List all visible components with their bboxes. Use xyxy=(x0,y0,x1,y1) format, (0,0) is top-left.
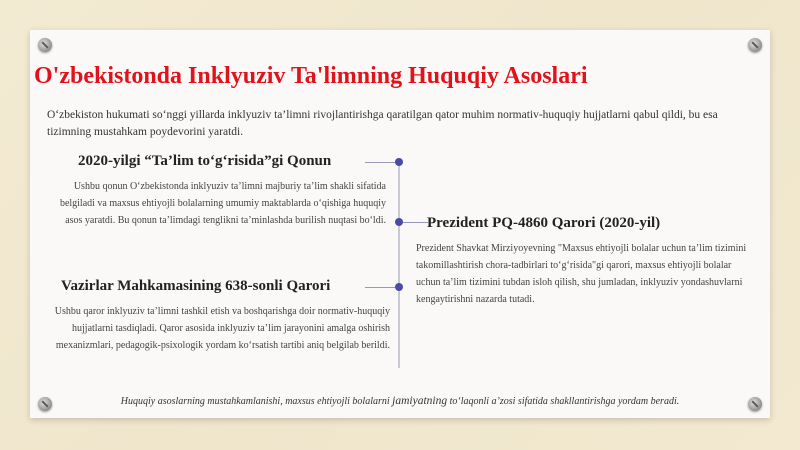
timeline-line xyxy=(398,160,400,368)
law-heading-pq-4860: Prezident PQ-4860 Qarori (2020-yil) xyxy=(427,215,661,231)
timeline-dot-1 xyxy=(395,158,403,166)
law-text-cabinet-638: Ushbu qaror inklyuziv ta’limni tashkil etish va boshqarishga doir normativ-huquqiy hujjatlarni tasdiqladi. Qaror asosida inklyuziv ta’lim jarayonini amalga oshirish mexanizmlari, pedagogik-psixologik yordam ko‘rsatish tartibi aniq belgilab berildi. xyxy=(54,306,390,351)
timeline-dot-3 xyxy=(395,283,403,291)
footer-note-end: to‘laqonli a’zosi sifatida shakllantirishga yordam beradi. xyxy=(447,396,680,407)
timeline-connector-2 xyxy=(400,222,428,223)
footer-note-start: Huquqiy asoslarning mustahkamlanishi, maxsus ehtiyojli bolalarni xyxy=(120,396,393,407)
law-text-2020-law: Ushbu qonun O‘zbekistonda inklyuziv ta’limni majburiy ta’lim shakli sifatida belgiladi va maxsus ehtiyojli bolalarning umumiy maktablarda o‘qishiga huquqiy asos yaratdi. Bu qonun ta’limdagi tenglikni ta’minlashda burilish nuqtasi bo‘ldi. xyxy=(59,181,386,226)
slide-title: O'zbekistonda Inklyuziv Ta'limning Huquqiy Asoslari xyxy=(34,63,588,89)
footer-note-emphasis: jamiyatning xyxy=(392,395,448,407)
screw-top-right-icon xyxy=(748,38,762,52)
law-heading-cabinet-638: Vazirlar Mahkamasining 638-sonli Qarori xyxy=(61,278,331,294)
footer-note xyxy=(0,395,800,407)
screw-top-left-icon xyxy=(38,38,52,52)
law-text-pq-4860: Prezident Shavkat Mirziyoyevning "Maxsus ehtiyojli bolalar uchun ta’lim tizimini takomillashtirish chora-tadbirlari to‘g‘risida"gi qarori, maxsus ehtiyojli bolalar uchun ta’lim tizimini tubdan isloh qilish, shu jumladan, inklyuziv yondashuvlarni kengaytirishni nazarda tutadi. xyxy=(416,243,747,305)
timeline-dot-2 xyxy=(395,218,403,226)
law-heading-2020-law: 2020-yilgi “Ta’lim to‘g‘risida”gi Qonun xyxy=(78,153,332,169)
intro-paragraph: O‘zbekiston hukumati so‘nggi yillarda inklyuziv ta’limni rivojlantirishga qaratilgan qator muhim normativ-huquqiy hujjatlarni qabul qildi, bu esa tizimning mustahkam poydevorini yaratdi. xyxy=(47,109,718,138)
